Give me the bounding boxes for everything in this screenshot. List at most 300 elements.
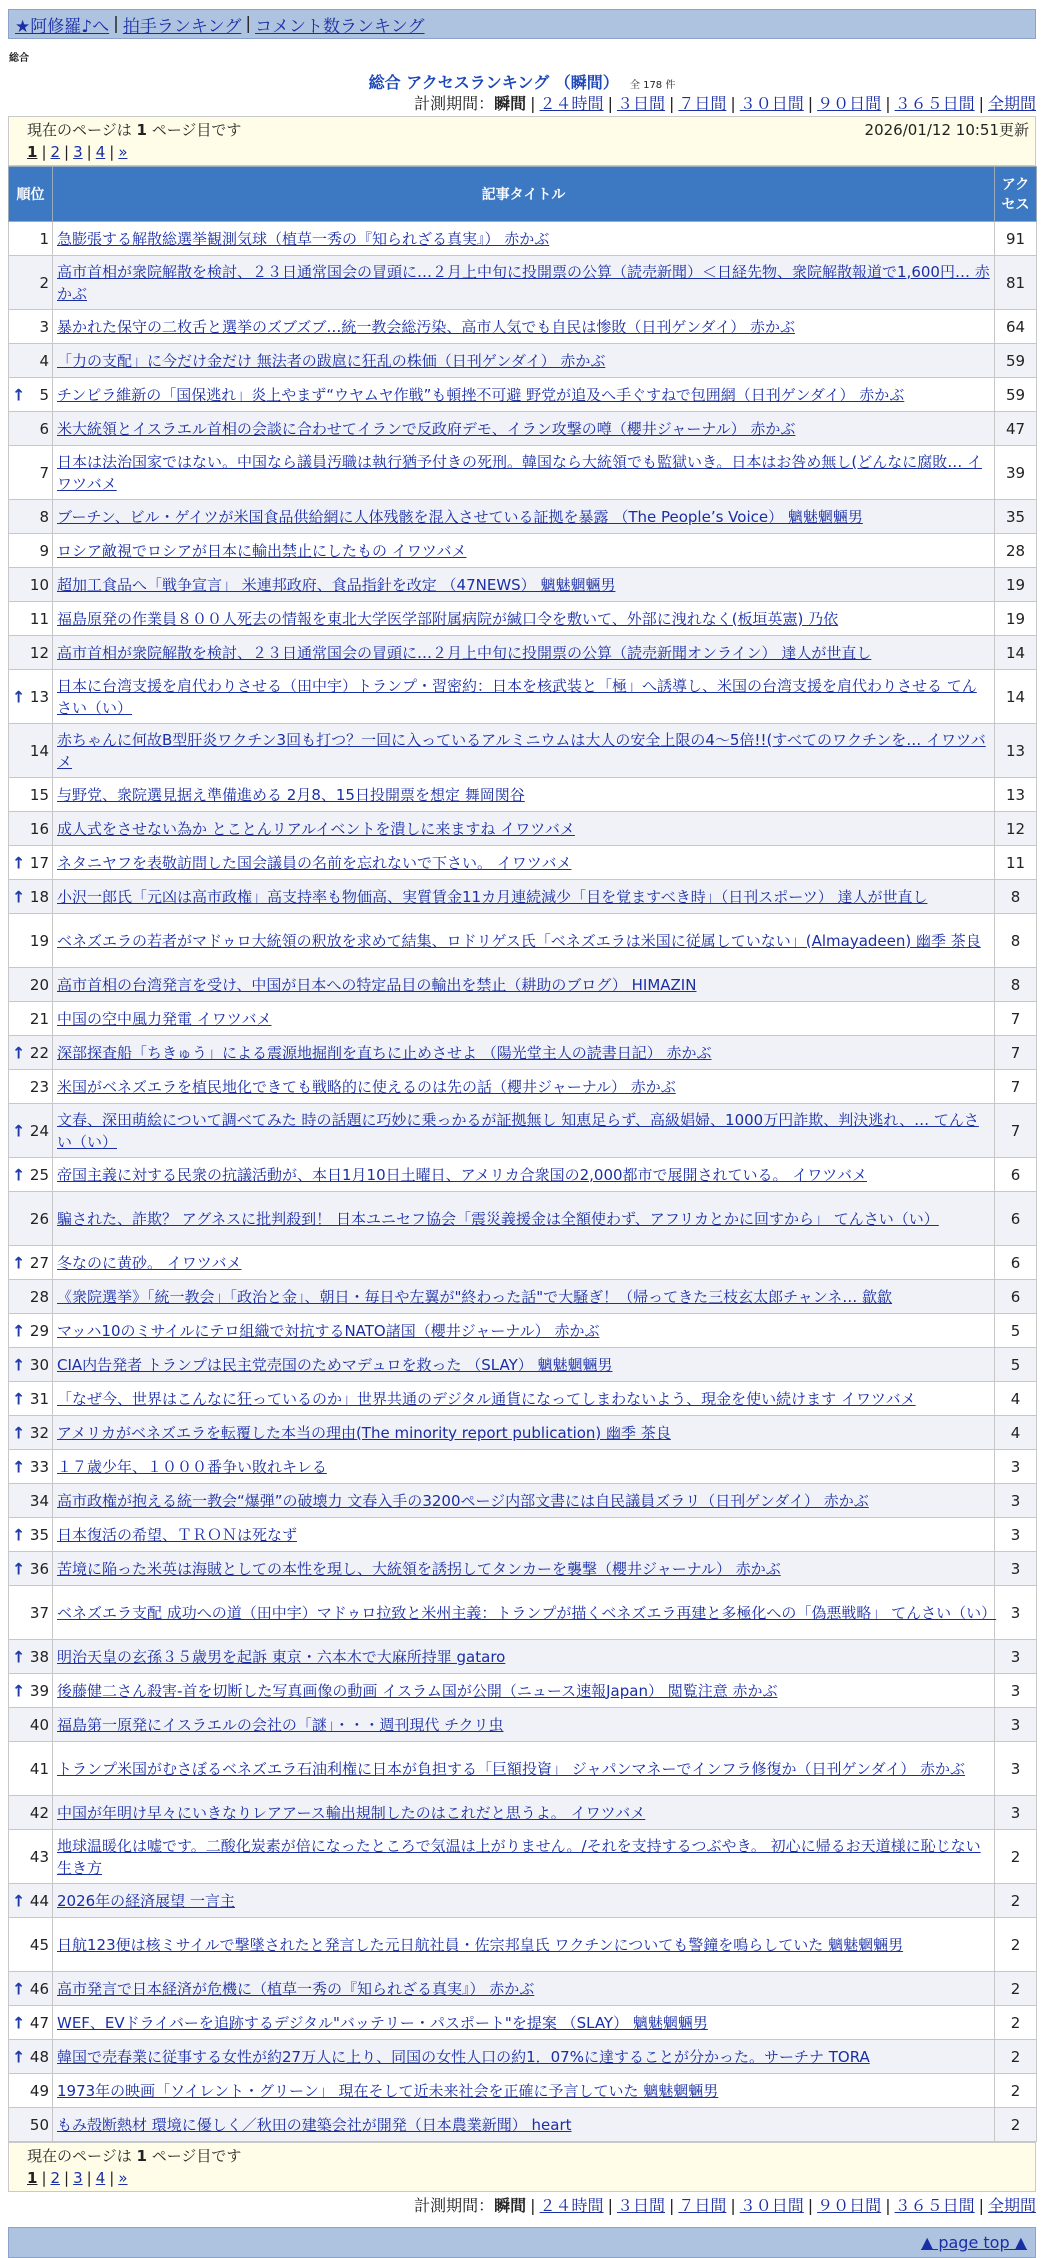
period-option[interactable]: 全期間	[987, 94, 1036, 113]
period-separator: |	[978, 94, 984, 113]
article-link[interactable]: ロシア敵視でロシアが日本に輸出禁止にしたもの イワツバメ	[57, 541, 467, 560]
article-link[interactable]: ブーチン、ビル・ゲイツが米国食品供給網に人体残骸を混入させている証拠を暴露 （The People’s Voice） 魑魅魍魎男	[57, 507, 863, 526]
access-count: 5	[995, 1348, 1037, 1382]
total-count: 全 178 件	[629, 80, 676, 91]
access-count: 2	[995, 2040, 1037, 2074]
table-row	[9, 1314, 1037, 1348]
rank-cell	[9, 1416, 53, 1450]
pager-page-link[interactable]: 2	[50, 143, 61, 161]
article-link[interactable]: 明治天皇の玄孫３５歳男を起訴 東京・六本木で大麻所持罪 gataro	[57, 1647, 506, 1666]
period-label: 計測期間：	[414, 2196, 495, 2215]
title-cell	[53, 2074, 995, 2108]
article-link[interactable]: 深部探査船「ちきゅう」による震源地掘削を直ちに止めさせよ （陽光堂主人の読書日記） 赤かぶ	[57, 1043, 712, 1062]
rank-cell	[9, 1158, 53, 1192]
access-count: 2	[995, 1972, 1037, 2006]
access-count: 3	[995, 1586, 1037, 1640]
rank-cell	[9, 968, 53, 1002]
table-row	[9, 344, 1037, 378]
article-link[interactable]: アメリカがベネズエラを転覆した本当の理由(The minority report publication) 幽季 茶良	[57, 1423, 671, 1442]
updated-time: 2026/01/12 10:51更新	[864, 121, 1029, 139]
rank-number: 40	[29, 1715, 49, 1734]
access-count: 14	[995, 636, 1037, 670]
table-row	[9, 846, 1037, 880]
period-current: 瞬間	[494, 2196, 527, 2215]
rank-number: 44	[29, 1891, 49, 1910]
rank-number: 12	[29, 643, 49, 662]
access-count: 2	[995, 1918, 1037, 1972]
rank-number: 30	[29, 1355, 49, 1374]
rank-number: 23	[29, 1077, 49, 1096]
access-count: 3	[995, 1518, 1037, 1552]
access-count: 13	[995, 778, 1037, 812]
nav-separator: |	[113, 14, 119, 34]
article-link[interactable]: 1973年の映画「ソイレント・グリーン」 現在そして近未来社会を正確に予言していた 魑魅魍魎男	[57, 2081, 719, 2100]
title-cell	[53, 1586, 995, 1640]
period-separator: |	[668, 94, 675, 113]
rank-number: 27	[29, 1253, 49, 1272]
access-count: 7	[995, 1036, 1037, 1070]
article-link[interactable]: 文春、深田萌絵について調べてみた 時の話題に巧妙に乗っかるが証拠無し 知恵足らず、高級娼婦、1000万円詐欺、判決逃れ、… てんさい（い）	[57, 1110, 979, 1151]
current-page-text: 現在のページは 1 ページ目です	[27, 2147, 242, 2165]
period-separator: |	[807, 2196, 814, 2215]
title-cell	[53, 1674, 995, 1708]
title-cell	[53, 534, 995, 568]
period-separator: |	[607, 2196, 613, 2215]
article-link[interactable]: 「なぜ今、世界はこんなに狂っているのか」世界共通のデジタル通貨になってしまわないよう、現金を使い続けます イワツバメ	[57, 1389, 916, 1408]
pager-current-page: 1	[27, 2169, 38, 2187]
title-cell	[53, 222, 995, 256]
article-link[interactable]: 福島原発の作業員８００人死去の情報を東北大学医学部附属病院が緘口令を敷いて、外部に洩れなく(板垣英憲) 乃依	[57, 609, 839, 628]
access-count: 3	[995, 1450, 1037, 1484]
table-row	[9, 670, 1037, 724]
period-option[interactable]: ９０日間	[817, 2196, 882, 2215]
period-option[interactable]: ２４時間	[539, 2196, 604, 2215]
up-arrow-icon: ↑	[12, 1891, 26, 1910]
rank-number: 9	[39, 541, 49, 560]
title-cell	[53, 1382, 995, 1416]
article-link[interactable]: 後藤健二さん殺害-首を切断した写真画像の動画 イスラム国が公開（ニュース速報Japan） 閲覧注意 赤かぶ	[57, 1681, 778, 1700]
access-count: 47	[995, 412, 1037, 446]
footer-bar	[8, 2227, 1036, 2258]
title-cell	[53, 568, 995, 602]
title-cell	[53, 1972, 995, 2006]
table-row	[9, 2006, 1037, 2040]
period-option[interactable]: ３６５日間	[894, 94, 975, 113]
table-row	[9, 222, 1037, 256]
rank-cell	[9, 412, 53, 446]
title-cell	[53, 1158, 995, 1192]
table-row	[9, 1830, 1037, 1884]
period-separator: |	[607, 94, 613, 113]
rank-cell	[9, 636, 53, 670]
title-cell	[53, 344, 995, 378]
up-arrow-icon: ↑	[12, 1559, 26, 1578]
period-option[interactable]: 全期間	[987, 2196, 1036, 2215]
rank-cell	[9, 1918, 53, 1972]
up-arrow-icon: ↑	[12, 1355, 26, 1374]
table-row	[9, 534, 1037, 568]
title-cell	[53, 1314, 995, 1348]
rank-number: 25	[29, 1165, 49, 1184]
title-cell	[53, 446, 995, 500]
article-link[interactable]: ネタニヤフを表敬訪問した国会議員の名前を忘れないで下さい。 イワツバメ	[57, 853, 572, 872]
table-row	[9, 1036, 1037, 1070]
table-row	[9, 1484, 1037, 1518]
page	[0, 9, 1044, 2258]
article-link[interactable]: チンピラ維新の「国保逃れ」炎上やまず“ウヤムヤ作戦”も頓挫不可避 野党が追及へ手ぐすねで包囲網（日刊ゲンダイ） 赤かぶ	[57, 385, 905, 404]
title-cell	[53, 812, 995, 846]
article-link[interactable]: 高市首相が衆院解散を検討、２３日通常国会の冒頭に…２月上中旬に投開票の公算（読売新聞）＜日経先物、衆院解散報道で1,600円… 赤かぶ	[57, 262, 990, 303]
title-cell	[53, 1192, 995, 1246]
rank-number: 16	[29, 819, 49, 838]
pager	[27, 141, 1029, 165]
access-count: 4	[995, 1382, 1037, 1416]
nav-separator: |	[245, 14, 252, 34]
access-count: 64	[995, 310, 1037, 344]
rank-cell	[9, 2006, 53, 2040]
rank-number: 4	[39, 351, 49, 370]
rank-number: 13	[29, 687, 49, 706]
rank-number: 26	[29, 1209, 49, 1228]
rank-cell	[9, 602, 53, 636]
rank-cell	[9, 344, 53, 378]
up-arrow-icon: ↑	[12, 1165, 26, 1184]
rank-cell	[9, 310, 53, 344]
period-separator: |	[668, 2196, 675, 2215]
period-option[interactable]: ３日間	[616, 94, 665, 113]
article-link[interactable]: もみ殻断熱材 環境に優しく／秋田の建築会社が開発（日本農業新聞） heart	[57, 2115, 572, 2134]
rank-cell	[9, 534, 53, 568]
title-cell	[53, 1884, 995, 1918]
pager-page-link[interactable]: 4	[95, 2169, 106, 2187]
rank-number: 7	[39, 463, 49, 482]
article-link[interactable]: 高市首相の台湾発言を受け、中国が日本への特定品目の輸出を禁止（耕助のブログ） HIMAZIN	[57, 975, 697, 994]
up-arrow-icon: ↑	[12, 1681, 26, 1700]
period-separator: |	[730, 94, 736, 113]
title-cell	[53, 846, 995, 880]
article-link[interactable]: 地球温暖化は嘘です。二酸化炭素が倍になったところで気温は上がりません。/それを支持するつぶやき。 初心に帰るお天道様に恥じない生き方	[57, 1836, 981, 1877]
rank-number: 14	[29, 741, 49, 760]
rank-cell	[9, 446, 53, 500]
article-link[interactable]: 米大統領とイスラエル首相の会談に合わせてイランで反政府デモ、イラン攻撃の噂（櫻井ジャーナル） 赤かぶ	[57, 419, 796, 438]
period-separator: |	[730, 2196, 736, 2215]
column-header-title: 記事タイトル	[53, 167, 995, 222]
pager-separator: |	[109, 143, 115, 161]
access-count: 6	[995, 1158, 1037, 1192]
article-link[interactable]: 福島第一原発にイスラエルの会社の「謎」・・・週刊現代 チクリ虫	[57, 1715, 504, 1734]
rank-cell	[9, 812, 53, 846]
table-row	[9, 500, 1037, 534]
rank-cell	[9, 1450, 53, 1484]
title-cell	[53, 914, 995, 968]
rank-number: 35	[29, 1525, 49, 1544]
title-cell	[53, 1104, 995, 1158]
article-link[interactable]: トランプ米国がむさぼるベネズエラ石油利権に日本が負担する「巨額投資」 ジャパンマネーでインフラ修復か（日刊ゲンダイ） 赤かぶ	[57, 1759, 966, 1778]
period-option[interactable]: ７日間	[678, 94, 727, 113]
pager-page-link[interactable]: 4	[95, 143, 106, 161]
article-link[interactable]: 日本復活の希望、ＴＲＯＮは死なず	[57, 1525, 298, 1544]
title-cell	[53, 602, 995, 636]
title-cell	[53, 1518, 995, 1552]
paging-bottom	[8, 2142, 1036, 2192]
article-link[interactable]: 帝国主義に対する民衆の抗議活動が、本日1月10日土曜日、アメリカ合衆国の2,000都市で展開されている。 イワツバメ	[57, 1165, 867, 1184]
top-nav	[8, 9, 1036, 39]
table-row	[9, 412, 1037, 446]
up-arrow-icon: ↑	[12, 1423, 26, 1442]
home-link[interactable]: ★阿修羅♪へ	[15, 16, 110, 37]
access-count: 59	[995, 344, 1037, 378]
access-count: 5	[995, 1314, 1037, 1348]
rank-number: 47	[29, 2013, 49, 2032]
access-count: 2	[995, 2074, 1037, 2108]
rank-cell	[9, 1830, 53, 1884]
rank-cell	[9, 1552, 53, 1586]
article-link[interactable]: 日本は法治国家ではない。中国なら議員汚職は執行猶予付きの死刑。韓国なら大統領でも監獄いき。日本はお咎め無し(どんなに腐敗… イワツバメ	[57, 452, 983, 493]
article-link[interactable]: WEF、EVドライバーを追跡するデジタル"バッテリー・パスポート"を提案 （SLAY） 魑魅魍魎男	[57, 2013, 708, 2032]
title-cell	[53, 310, 995, 344]
rank-cell	[9, 378, 53, 412]
rank-cell	[9, 222, 53, 256]
title-cell	[53, 1002, 995, 1036]
article-link[interactable]: 暴かれた保守の二枚舌と選挙のズブズブ…統一教会総汚染、高市人気でも自民は惨敗（日刊ゲンダイ） 赤かぶ	[57, 317, 795, 336]
period-option[interactable]: ７日間	[678, 2196, 727, 2215]
period-option[interactable]: ２４時間	[539, 94, 604, 113]
title-cell	[53, 1450, 995, 1484]
table-row	[9, 1796, 1037, 1830]
rank-cell	[9, 1104, 53, 1158]
column-header-access: アクセス	[995, 167, 1037, 222]
page-title: 総合 アクセスランキング （瞬間）	[368, 73, 619, 92]
period-separator: |	[978, 2196, 984, 2215]
pager-separator: |	[41, 2169, 47, 2187]
article-link[interactable]: 高市首相が衆院解散を検討、２３日通常国会の冒頭に…２月上中旬に投開票の公算（読売新聞オンライン） 達人が世直し	[57, 643, 872, 662]
rank-number: 41	[29, 1759, 49, 1778]
title-cell	[53, 1036, 995, 1070]
up-arrow-icon: ↑	[12, 1979, 26, 1998]
paging-top	[8, 116, 1036, 166]
title-cell	[53, 1640, 995, 1674]
rank-number: 28	[29, 1287, 49, 1306]
access-count: 2	[995, 1884, 1037, 1918]
pager-next-link[interactable]: »	[118, 2169, 128, 2187]
title-cell	[53, 724, 995, 778]
rank-cell	[9, 2074, 53, 2108]
period-option[interactable]: ３０日間	[739, 2196, 804, 2215]
title-cell	[53, 670, 995, 724]
applause-ranking-link[interactable]: 拍手ランキング	[122, 16, 242, 37]
article-link[interactable]: 米国がベネズエラを植民地化できても戦略的に使えるのは先の話（櫻井ジャーナル） 赤かぶ	[57, 1077, 676, 1096]
access-count: 19	[995, 568, 1037, 602]
table-row	[9, 1674, 1037, 1708]
title-cell	[53, 1280, 995, 1314]
access-count: 7	[995, 1002, 1037, 1036]
title-cell	[53, 412, 995, 446]
period-selector-bottom	[8, 2194, 1036, 2218]
article-link[interactable]: 《衆院選挙》「統一教会」「政治と金」、朝日・毎日や左翼が"終わった話"で大騒ぎ！（帰ってきた三枝玄太郎チャンネ… 歙歙	[57, 1287, 893, 1306]
table-row	[9, 1552, 1037, 1586]
table-row	[9, 1070, 1037, 1104]
table-row	[9, 1382, 1037, 1416]
category-label: 総合	[9, 53, 29, 64]
title-cell	[53, 2006, 995, 2040]
period-separator: |	[885, 94, 891, 113]
table-row	[9, 1884, 1037, 1918]
access-count: 28	[995, 534, 1037, 568]
access-count: 19	[995, 602, 1037, 636]
article-link[interactable]: 韓国で売春業に従事する女性が約27万人に上り、同国の女性人口の約1．07%に達することが分かった。サーチナ TORA	[57, 2047, 870, 2066]
rank-number: 19	[29, 931, 49, 950]
pager-page-link[interactable]: 3	[73, 143, 83, 161]
up-arrow-icon: ↑	[12, 687, 26, 706]
rank-cell	[9, 1972, 53, 2006]
period-current: 瞬間	[494, 94, 527, 113]
article-link[interactable]: 苦境に陥った米英は海賊としての本性を現し、大統領を誘拐してタンカーを襲撃（櫻井ジャーナル） 赤かぶ	[57, 1559, 781, 1578]
access-count: 91	[995, 222, 1037, 256]
up-arrow-icon: ↑	[12, 2047, 26, 2066]
rank-number: 34	[29, 1491, 49, 1510]
article-link[interactable]: 高市政権が抱える統一教会“爆弾”の破壊力 文春入手の3200ページ内部文書には自民議員ズラリ（日刊ゲンダイ） 赤かぶ	[57, 1491, 869, 1510]
rank-number: 10	[29, 575, 49, 594]
rank-cell	[9, 670, 53, 724]
table-row	[9, 812, 1037, 846]
article-link[interactable]: 日本に台湾支援を肩代わりさせる（田中宇）トランプ・習密約：日本を核武装と「極」へ誘導し、米国の台湾支援を肩代わりさせる てんさい（い）	[57, 676, 977, 717]
table-row	[9, 1586, 1037, 1640]
rank-number: 29	[29, 1321, 49, 1340]
period-option[interactable]: ３６５日間	[894, 2196, 975, 2215]
access-count: 6	[995, 1192, 1037, 1246]
up-arrow-icon: ↑	[12, 1525, 26, 1544]
article-link[interactable]: 与野党、衆院選見据え準備進める 2月8、15日投開票を想定 舞岡関谷	[57, 785, 525, 804]
article-link[interactable]: 騙された、詐欺？ アグネスに批判殺到！ 日本ユニセフ協会「震災義援金は全額使わず、アフリカとかに回すから」 てんさい（い）	[57, 1209, 939, 1228]
page-top-link[interactable]: ▲ page top ▲	[920, 2233, 1027, 2252]
access-count: 2	[995, 1830, 1037, 1884]
article-link[interactable]: 高市発言で日本経済が危機に（植草一秀の『知られざる真実』） 赤かぶ	[57, 1979, 535, 1998]
up-arrow-icon: ↑	[12, 1121, 26, 1140]
rank-cell	[9, 256, 53, 310]
period-option[interactable]: ３日間	[616, 2196, 665, 2215]
article-link[interactable]: 冬なのに黄砂。 イワツバメ	[57, 1253, 242, 1272]
rank-cell	[9, 2108, 53, 2142]
access-count: 11	[995, 846, 1037, 880]
rank-number: 31	[29, 1389, 49, 1408]
title-cell	[53, 1416, 995, 1450]
rank-cell	[9, 1382, 53, 1416]
pager-separator: |	[41, 143, 47, 161]
article-link[interactable]: 「力の支配」に今だけ金だけ 無法者の跋扈に狂乱の株価（日刊ゲンダイ） 赤かぶ	[57, 351, 606, 370]
article-link[interactable]: 超加工食品へ「戦争宣言」 米連邦政府、食品指針を改定 （47NEWS） 魑魅魍魎男	[57, 575, 616, 594]
up-arrow-icon: ↑	[12, 1647, 26, 1666]
table-row	[9, 256, 1037, 310]
access-count: 7	[995, 1070, 1037, 1104]
pager-page-link[interactable]: 2	[50, 2169, 61, 2187]
up-arrow-icon: ↑	[12, 1253, 26, 1272]
rank-cell	[9, 724, 53, 778]
period-separator: |	[885, 2196, 891, 2215]
rank-number: 37	[29, 1603, 49, 1622]
page-heading	[8, 70, 1036, 94]
article-link[interactable]: マッハ10のミサイルにテロ組織で対抗するNATO諸国（櫻井ジャーナル） 赤かぶ	[57, 1321, 600, 1340]
title-cell	[53, 1070, 995, 1104]
article-link[interactable]: ベネズエラ支配 成功への道（田中宇）マドゥロ拉致と米州主義：トランプが描くベネズエラ再建と多極化への「偽悪戦略」 てんさい（い）	[57, 1603, 997, 1622]
access-count: 4	[995, 1416, 1037, 1450]
rank-number: 5	[39, 385, 49, 404]
period-option[interactable]: ３０日間	[739, 94, 804, 113]
period-separator: |	[807, 94, 814, 113]
access-count: 8	[995, 914, 1037, 968]
access-count: 8	[995, 880, 1037, 914]
title-cell	[53, 778, 995, 812]
article-link[interactable]: ベネズエラの若者がマドゥロ大統領の釈放を求めて結集、ロドリゲス氏「ベネズエラは米国に従属していない」(Almayadeen) 幽季 茶良	[57, 931, 981, 950]
title-cell	[53, 256, 995, 310]
pager-page-link[interactable]: 3	[73, 2169, 83, 2187]
period-separator: |	[530, 2196, 536, 2215]
access-count: 3	[995, 1484, 1037, 1518]
title-cell	[53, 880, 995, 914]
table-row	[9, 724, 1037, 778]
ranking-table	[8, 166, 1037, 2142]
title-cell	[53, 1348, 995, 1382]
table-row	[9, 2108, 1037, 2142]
table-row	[9, 1348, 1037, 1382]
access-count: 35	[995, 500, 1037, 534]
rank-number: 42	[29, 1803, 49, 1822]
rank-cell	[9, 778, 53, 812]
title-cell	[53, 1796, 995, 1830]
rank-cell	[9, 1742, 53, 1796]
rank-number: 32	[29, 1423, 49, 1442]
period-option[interactable]: ９０日間	[817, 94, 882, 113]
title-cell	[53, 378, 995, 412]
table-row	[9, 1450, 1037, 1484]
rank-cell	[9, 1674, 53, 1708]
pager-next-link[interactable]: »	[118, 143, 128, 161]
title-cell	[53, 500, 995, 534]
table-row	[9, 1972, 1037, 2006]
pager-separator: |	[86, 2169, 92, 2187]
article-link[interactable]: 中国の空中風力発電 イワツバメ	[57, 1009, 272, 1028]
comment-ranking-link[interactable]: コメント数ランキング	[255, 16, 425, 37]
rank-number: 3	[39, 317, 49, 336]
rank-number: 17	[29, 853, 49, 872]
rank-number: 6	[39, 419, 49, 438]
article-link[interactable]: CIA内告発者 トランプは民主党売国のためマデュロを救った （SLAY） 魑魅魍魎男	[57, 1355, 613, 1374]
table-row	[9, 2074, 1037, 2108]
column-header-rank: 順位	[9, 167, 53, 222]
table-row	[9, 446, 1037, 500]
table-row	[9, 1918, 1037, 1972]
rank-number: 33	[29, 1457, 49, 1476]
table-row	[9, 2040, 1037, 2074]
rank-cell	[9, 1314, 53, 1348]
up-arrow-icon: ↑	[12, 853, 26, 872]
access-count: 6	[995, 1280, 1037, 1314]
article-link[interactable]: 成人式をさせない為か とことんリアルイベントを潰しに来ますね イワツバメ	[57, 819, 575, 838]
article-link[interactable]: 小沢一郎氏「元凶は高市政権」高支持率も物価高、実質賃金11カ月連続減少「目を覚ますべき時」（日刊スポーツ） 達人が世直し	[57, 887, 928, 906]
article-link[interactable]: 中国が年明け早々にいきなりレアアース輸出規制したのはこれだと思うよ。 イワツバメ	[57, 1803, 646, 1822]
article-link[interactable]: １７歳少年、１０００番争い敗れキレる	[57, 1457, 327, 1476]
table-row	[9, 1104, 1037, 1158]
article-link[interactable]: 赤ちゃんに何故B型肝炎ワクチン3回も打つ？一回に入っているアルミニウムは大人の安全上限の4～5倍!!(すべてのワクチンを… イワツバメ	[57, 730, 986, 771]
article-link[interactable]: 急膨張する解散総選挙観測気球（植草一秀の『知られざる真実』） 赤かぶ	[57, 229, 550, 248]
table-row	[9, 1708, 1037, 1742]
access-count: 3	[995, 1640, 1037, 1674]
rank-cell	[9, 1484, 53, 1518]
title-cell	[53, 1246, 995, 1280]
article-link[interactable]: 2026年の経済展望 一言主	[57, 1891, 235, 1910]
article-link[interactable]: 日航123便は核ミサイルで撃墜されたと発言した元日航社員・佐宗邦皇氏 ワクチンについても警鐘を鳴らしていた 魑魅魍魎男	[57, 1935, 904, 1954]
rank-cell	[9, 568, 53, 602]
rank-cell	[9, 914, 53, 968]
